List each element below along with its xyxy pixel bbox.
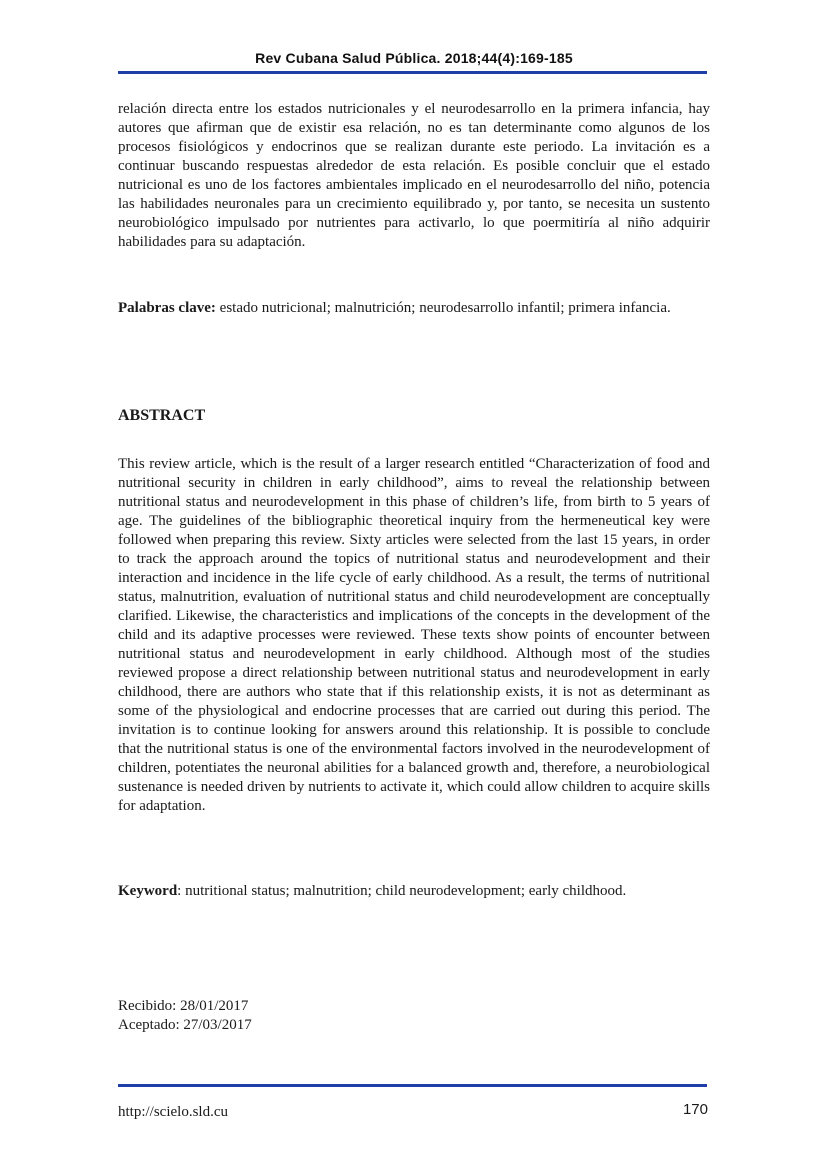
resumen-continuation: relación directa entre los estados nutricionales y el neurodesarrollo en la primera infancia, hay autores que afirman que de existir esa relación, no es tan determinante como algunos de los procesos fisiológicos y endocrinos que se realizan durante este periodo. La invitación es a continuar buscando respuestas alrededor de esta relación. Es posible concluir que el estado nutricional es uno de los factores ambientales implicado en el neurodesarrollo del niño, potencia las habilidades neuronales para un crecimiento equilibrado y, por tanto, se necesita un sustento neurobiológico impulsado por nutrientes para activarlo, lo que poermitiría al niño adquirir habilidades para su adaptación. (118, 101, 710, 250)
accepted-date: Aceptado: 27/03/2017 (118, 1017, 252, 1033)
header-divider (118, 71, 707, 74)
keyword-text: : nutritional status; malnutrition; child neurodevelopment; early childhood. (177, 883, 627, 899)
footer-divider (118, 1084, 707, 1087)
palabras-clave-label: Palabras clave: (118, 300, 216, 316)
palabras-clave-text: estado nutricional; malnutrición; neurodesarrollo infantil; primera infancia. (215, 300, 671, 316)
page-number: 170 (682, 1101, 708, 1118)
palabras-clave-paragraph (118, 299, 710, 318)
abstract-heading: ABSTRACT (118, 407, 206, 424)
journal-header: Rev Cubana Salud Pública. 2018;44(4):169-185 (255, 50, 573, 66)
keyword-label: Keyword (118, 883, 178, 899)
received-date: Recibido: 28/01/2017 (118, 998, 249, 1014)
footer-url-link[interactable]: http://scielo.sld.cu (118, 1104, 228, 1120)
abstract-body: This review article, which is the result of a larger research entitled “Characterization of food and nutritional security in children in early childhood”, aims to reveal the relationship between nutritional status and neurodevelopment in this phase of children’s life, from birth to 5 years of age. The guidelines of the bibliographic theoretical inquiry from the hermeneutical key were followed when preparing this review. Sixty articles were selected from the last 15 years, in order to track the approach around the topics of nutritional status and neurodevelopment and their interaction and incidence in the life cycle of early childhood. As a result, the terms of nutritional status, malnutrition, evaluation of nutritional status and child neurodevelopment are conceptually clarified. Likewise, the characteristics and implications of the concepts in the development of the child and its adaptive processes were reviewed. These texts show points of encounter between nutritional status and neurodevelopment in early childhood. Although most of the studies reviewed propose a direct relationship between nutritional status and neurodevelopment in early childhood, there are authors who state that if this relationship exists, it is not as determinant as some of the physiological and endocrine processes that are carried out during this period. The invitation is to continue looking for answers around this relationship. It is possible to conclude that the nutritional status is one of the environmental factors involved in the neurodevelopment of children, potentiates the neuronal abilities for a balanced growth and, therefore, a neurobiological sustenance is needed driven by nutrients to activate it, which could allow children to acquire skills for adaptation. (118, 456, 710, 814)
keyword-paragraph (118, 882, 710, 901)
submission-dates (118, 997, 252, 1035)
